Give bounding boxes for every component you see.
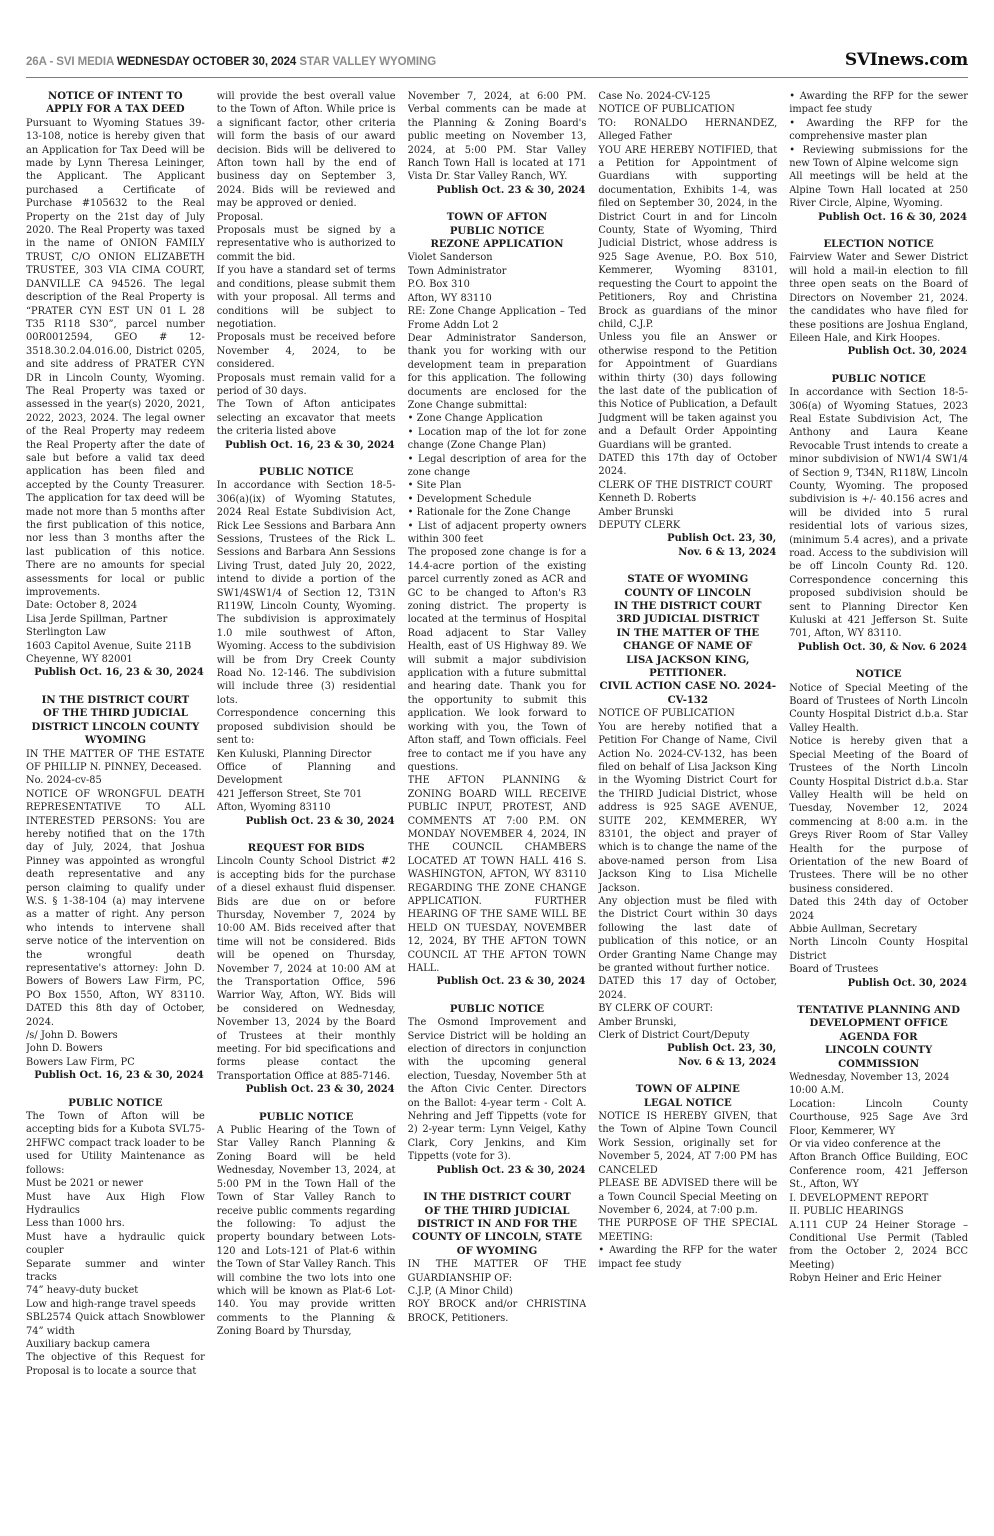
notice-heading-line: DEVELOPMENT OFFICE — [809, 1018, 948, 1030]
notice-paragraph: In accordance with Section 18-5-306(a) of Wyoming Statues, 2023 Real Estate Subdivision Act, The Anthony and Laura Keane Revocable Trust intends to create a minor subdivision of NW1/4 SW1/4 of Section 9, T34N, R118W, Lincoln County, Wyoming. The proposed subdivision is +/- 40.156 acres and will be divided into 5 rural residential lots of various sizes, (minimum 5.4 acres), and a private road. Access to the subdivision will be off Lincoln County Rd. 120. Correspondence concerning this proposed subdivision should be sent to Planning Director Ken Kuluski at 421 Jefferson St. Suite 701, Afton, WY 83110. — [789, 387, 968, 640]
notice-paragraph: Correspondence concerning this proposed subdivision should be sent to: — [216, 708, 396, 747]
notice-paragraph: ROY BROCK and/or CHRISTINA BROCK, Petitioners. — [407, 1299, 587, 1324]
notice-paragraph: • Awarding the RFP for the comprehensive master plan — [789, 117, 968, 143]
publish-line: Publish Oct. 23 & 30, 2024 — [436, 1164, 586, 1176]
legal-notices-column — [598, 90, 777, 1530]
notice-paragraph: • Reviewing submissions for the new Town of Alpine welcome sign — [789, 144, 968, 170]
notice-paragraph: IN THE MATTER OF THE GUARDIANSHIP OF: — [407, 1259, 587, 1284]
notice-paragraph: 421 Jefferson Street, Ste 701 — [216, 788, 363, 800]
notice-paragraph: • Awarding the RFP for the sewer impact fee study — [789, 91, 968, 116]
publish-line: Nov. 6 & 13, 2024 — [678, 546, 777, 558]
notice-paragraph: THE AFTON PLANNING & ZONING BOARD WILL RECEIVE PUBLIC INPUT, PROTEST, AND COMMENTS AT 7:00 P.M. ON MONDAY NOVEMBER 4, 2024, IN THE COUNCIL CHAMBERS LOCATED AT TOWN HALL 416 S. WASHINGTON, AFTON, WY 83110 REGARDING THE ZONE CHANGE APPLICATION. FURTHER HEARING OF THE SAME WILL BE HELD ON TUESDAY, NOVEMBER 12, 2024, BY THE AFTON TOWN COUNCIL AT THE AFTON TOWN HALL. — [407, 775, 587, 974]
notice-paragraph: Case No. 2024-CV-125 — [598, 91, 711, 102]
notice-heading-line: CV-132 — [667, 694, 708, 706]
notice-paragraph: All meetings will be held at the Alpine Town Hall located at 250 River Circle, Alpine, Wyoming. — [789, 171, 968, 210]
legal-notice — [408, 1191, 587, 1325]
notice-paragraph: • Site Plan — [407, 480, 462, 492]
notice-heading-line: DISTRICT LINCOLN COUNTY — [31, 721, 200, 733]
notice-heading-line: OF WYOMING — [456, 1245, 538, 1257]
notice-paragraph: You are hereby notified that a Petition For Change of Name, Civil Action No. 2024-CV-132, has been filed on behalf of Lisa Jackson King in the Wyoming District Court for the THIRD Judicial District, whose address is 925 SAGE AVENUE, SUITE 202, KEMMERER, WY 83101, the object and prayer of which is to change the name of the above-named person from Lisa Jackson King to Lisa Michelle Jackson. — [598, 721, 778, 894]
notice-paragraph: NOTICE OF PUBLICATION — [598, 104, 735, 116]
notice-heading-line: IN THE MATTER OF THE — [616, 627, 760, 639]
notice-paragraph: Abbie Aullman, Secretary — [789, 923, 918, 935]
notice-heading-line: NOTICE OF INTENT TO — [48, 91, 183, 102]
publish-line: Publish Oct. 23 & 30, 2024 — [245, 1084, 395, 1096]
notice-paragraph: THE PURPOSE OF THE SPECIAL MEETING: — [598, 1218, 778, 1243]
legal-notices-column — [217, 90, 396, 1530]
legal-notice — [789, 373, 968, 655]
notice-heading-line: LEGAL NOTICE — [643, 1097, 732, 1109]
notice-paragraph: I. DEVELOPMENT REPORT — [789, 1192, 929, 1204]
legal-notice — [408, 1003, 587, 1177]
notice-paragraph: Dated this 24th day of October 2024 — [789, 897, 968, 922]
notice-heading-line: PUBLIC NOTICE — [68, 1097, 163, 1109]
issue-date: WEDNESDAY OCTOBER 30, 2024 — [116, 56, 297, 68]
notice-heading-line: AGENDA FOR — [839, 1031, 918, 1043]
notice-paragraph: Robyn Heiner and Eric Heiner — [789, 1273, 942, 1285]
notice-heading-line: PUBLIC NOTICE — [259, 1111, 354, 1123]
notice-paragraph: Town Administrator — [407, 265, 507, 277]
notice-paragraph: NOTICE OF WRONGFUL DEATH REPRESENTATIVE TO ALL INTERESTED PERSONS: You are hereby notified that on the 17th day of July, 2024, that Joshua Pinney was appointed as wrongful death representative and any person claiming to qualify under W.S. § 1-38-104 (a) may intervene as a matter of right. Any person who intends to intervene shall serve notice of the intervention on the wrongful death representative's attorney: John D. Bowers of Bowers Law Firm, PC, PO Box 1550, Afton, WY 83110. DATED this 8th day of October, 2024. — [26, 788, 205, 1028]
notice-paragraph: DEPUTY CLERK — [598, 520, 681, 531]
legal-notice — [598, 573, 777, 1069]
notice-paragraph: PLEASE BE ADVISED there will be a Town Council Special Meeting on November 6, 2024, at 7:00 p.m. — [598, 1178, 778, 1216]
legal-notice — [217, 466, 396, 828]
notice-paragraph: • Location map of the lot for zone change (Zone Change Plan) — [407, 426, 587, 452]
notice-paragraph: Afton, WY 83110 — [407, 292, 492, 304]
notice-paragraph: Less than 1000 hrs. — [26, 1218, 125, 1230]
notice-heading-line: IN THE DISTRICT COURT — [423, 1192, 571, 1204]
notice-heading-line: DISTRICT IN AND FOR THE — [417, 1218, 577, 1230]
notice-heading-line: LISA JACKSON KING, — [626, 654, 750, 666]
publish-line: Publish Oct. 16, 23 & 30, 2024 — [225, 439, 395, 451]
legal-notice — [789, 668, 968, 990]
notice-paragraph: In accordance with Section 18-5-306(a)(ix) of Wyoming Statutes, 2024 Real Estate Subdivision Act, Rick Lee Sessions and Barbara Ann Sessions, Trustees of the Rick L. Sessions and Barbara Ann Sessions Living Trust, dated July 20, 2022, intend to divide a portion of the SW1/4SW1/4 of Section 12, T31N R119W, Lincoln County, Wyoming. The subdivision is approximately 1.0 mile southwest of Afton, Wyoming. Access to the subdivision will be from Dry Creek County Road No. 12-146. The subdivision will include three (3) residential lots. — [216, 480, 396, 706]
notice-paragraph: Sterlington Law — [26, 627, 107, 639]
notice-paragraph: Ken Kuluski, Planning Director — [216, 748, 372, 760]
legal-notice — [598, 1083, 777, 1271]
notice-paragraph: 74” heavy-duty bucket — [26, 1285, 139, 1297]
page-number-edition: 26A - SVI MEDIA — [26, 56, 114, 68]
notice-paragraph: Notice is hereby given that a Special Meeting of the Board of Trustees of the North Lincoln County Hospital District d.b.a. Star Valley Health will be held on Tuesday, November 12, 2024 commencing at 8:00 a.m. in the Greys River Room of Star Valley Health for the purpose of Orientation of the new Board of Trustees. There will be no other business considered. — [789, 736, 968, 895]
notice-heading-line: LINCOLN COUNTY — [824, 1045, 933, 1057]
publish-line: Publish Oct. 23 & 30, 2024 — [245, 815, 395, 827]
notice-paragraph: will provide the best overall value to the Town of Afton. While price is a significant factor, other criteria will form the basis of our award decision. Bids will be delivered to Afton town hall by the end of business day on September 3, 2024. Bids will be reviewed and may be approved or denied. — [216, 91, 396, 210]
notice-heading-line: COUNTY OF LINCOLN, STATE — [412, 1232, 582, 1244]
legal-notice — [598, 90, 777, 559]
notice-paragraph: The objective of this Request for Proposal is to locate a source that — [26, 1352, 205, 1377]
region-label: STAR VALLEY WYOMING — [299, 56, 437, 68]
site-link[interactable]: SVInews.com — [844, 50, 968, 70]
notice-paragraph: Kenneth D. Roberts — [598, 493, 697, 505]
notice-paragraph: Afton Branch Office Building, EOC Conference room, 421 Jefferson St., Afton, WY — [789, 1152, 968, 1191]
notice-heading-line: OF THE THIRD JUDICIAL — [42, 708, 188, 720]
publish-line: Publish Oct. 16 & 30, 2024 — [818, 211, 967, 223]
notice-paragraph: Must be 2021 or newer — [26, 1178, 144, 1190]
notice-paragraph: Amber Brunski — [598, 506, 674, 518]
notice-paragraph: DATED this 17th day of October 2024. — [598, 452, 778, 478]
notice-heading-line: PUBLIC NOTICE — [449, 225, 545, 237]
notice-paragraph: Afton, Wyoming 83110 — [216, 802, 331, 814]
notice-paragraph: RE: Zone Change Application – Ted Frome Addn Lot 2 — [407, 306, 587, 331]
notice-paragraph: No. 2024-cv-85 — [26, 775, 102, 787]
notice-paragraph: SBL2574 Quick attach Snowblower 74” width — [26, 1312, 205, 1337]
legal-notices-columns — [26, 78, 968, 1530]
masthead-left — [26, 56, 436, 68]
publish-line: Publish Oct. 23 & 30, 2024 — [436, 184, 586, 196]
publish-line: Publish Oct. 30, 2024 — [847, 977, 967, 989]
notice-heading-line: STATE OF WYOMING — [627, 574, 749, 586]
legal-notice — [26, 1097, 205, 1379]
notice-heading-line: CIVIL ACTION CASE NO. 2024- — [599, 681, 777, 693]
legal-notice — [217, 842, 396, 1097]
notice-heading-line: NOTICE — [855, 669, 902, 681]
publish-line: Publish Oct. 23, 30, — [667, 533, 777, 545]
notice-paragraph: Must have Aux High Flow Hydraulics — [26, 1191, 205, 1216]
notice-paragraph: Fairview Water and Sewer District will hold a mail-in election to fill three open seats on the Board of Directors on November 21, 2024. the candidates who have filed for these positions are Joshua England, Eileen Hale, and Kirk Hoopes. — [789, 252, 968, 344]
legal-notice — [789, 238, 968, 359]
notice-paragraph: Proposals must remain valid for a period of 30 days. — [216, 372, 396, 397]
notice-paragraph: C.J.P, (A Minor Child) — [407, 1285, 513, 1297]
legal-notice — [217, 90, 396, 452]
notice-paragraph: A Public Hearing of the Town of Star Valley Ranch Planning & Zoning Board will be held Wednesday, November 13, 2024, at 5:00 PM in the Town Hall of the Town of Star Valley Ranch to receive public comments regarding the following: To adjust the property boundary between Lots-120 and Lots-121 of Plat-6 within the Town of Star Valley Ranch. This will combine the two lots into one which will be known as Plat-6 Lot-140. You may provide written comments to the Planning & Zoning Board by Thursday, — [216, 1125, 396, 1338]
notice-heading-line: PETITIONER. — [649, 668, 727, 680]
notice-paragraph: Office of Planning and Development — [216, 761, 396, 787]
notice-paragraph: Board of Trustees — [789, 964, 879, 976]
notice-paragraph: The Town of Afton anticipates selecting an excavator that meets the criteria listed above — [216, 399, 396, 438]
notice-heading-line: PUBLIC NOTICE — [449, 1003, 545, 1015]
notice-paragraph: The Osmond Improvement and Service District will be holding an election of directors in conjunction with the upcoming general election, Tuesday, November 5th at the Afton Civic Center. Directors on the Ballot: 4-year term - Colt A. Nehring and Jeff Tippetts (vote for 2) 2-year term: Lynn Veigel, Kathy Clark, Cory Jenkins, and Kim Tippetts (vote for 3). — [407, 1017, 587, 1163]
notice-paragraph: Wednesday, November 13, 2024 — [789, 1072, 950, 1084]
legal-notice — [789, 90, 968, 224]
notice-paragraph: YOU ARE HEREBY NOTIFIED, that a Petition for Appointment of Guardians with supporting documentation, Exhibits 1-4, was filed on September 30, 2024, in the District Court in and for Lincoln County, State of Wyoming, Third Judicial District, whose address is 925 Sage Avenue, P.O. Box 510, Kemmerer, Wyoming 83101, requesting the Court to appoint the Petitioners, Roy and Christina Brock as guardians of the minor child, C.J.P. — [598, 144, 778, 330]
notice-paragraph: Unless you file an Answer or otherwise respond to the Petition for Appointment of Guardians within thirty (30) days following the last date of the publication of this Notice of Publication, a Default Judgment will be taken against you and a Default Order Appointing Guardians will be granted. — [598, 332, 778, 451]
notice-paragraph: John D. Bowers — [26, 1043, 103, 1055]
notice-paragraph: 1603 Capitol Avenue, Suite 211B — [26, 640, 192, 652]
notice-paragraph: If you have a standard set of terms and conditions, please submit them with your proposal. All terms and conditions will be subject to negotiation. — [216, 265, 396, 330]
notice-paragraph: Must have a hydraulic quick coupler — [26, 1231, 205, 1257]
notice-paragraph: DATED this 17 day of October, 2024. — [598, 976, 778, 1001]
notice-paragraph: • Rationale for the Zone Change — [407, 507, 571, 519]
legal-notice — [408, 90, 587, 197]
notice-paragraph: Lincoln County School District #2 is accepting bids for the purchase of a diesel exhaust fluid dispenser. Bids are due on or before Thursday, November 7, 2024 by 10:00 AM. Bids received after that time will not be considered. Bids will be opened on Thursday, November 7, 2024 at 10:00 AM at the Transportation Office, 596 Warrior Way, Afton, WY. Bids will be considered on Wednesday, November 13, 2024 by the Board of Trustees at their monthly meeting. For bid specifications and forms please contact the Transportation Office at 885-7146. — [216, 856, 396, 1082]
notice-heading-line: 3RD JUDICIAL DISTRICT — [616, 614, 760, 626]
notice-paragraph: TO: RONALDO HERNANDEZ, Alleged Father — [598, 117, 778, 143]
notice-heading-line: IN THE DISTRICT COURT — [41, 694, 190, 706]
notice-paragraph: Date: October 8, 2024 — [26, 600, 138, 612]
notice-paragraph: P.O. Box 310 — [407, 279, 470, 291]
notice-paragraph: CLERK OF THE DISTRICT COURT — [598, 479, 773, 491]
publish-line: Publish Oct. 23, 30, — [667, 1043, 777, 1055]
notice-paragraph: Pursuant to Wyoming Statues 39-13-108, notice is hereby given that an Application for Tax Deed will be made by Lynn Theresa Leininger, the Applicant. The Applicant purchased a Certificate of Purchase #105632 to the Real Property on the 21st day of July 2020. The Real Property was taxed in the name of ONION FAMILY TRUST, C/O ONION ELIZABETH TRUSTEE, 303 VIA CIMA COURT, DANVILLE CA 94526. The legal description of the Real Property is “PRATER CYN EST UN 01 L 28 T35 R118 S30”, parcel number 00R0012594, GEO # 12-3518.30.2.04.016.00, District 0205, and site address of PRATER CYN DR in Lincoln County, Wyoming. The Real Property was taxed or assessed in the year(s) 2020, 2021, 2022, 2023, 2024. The legal owner of the Real Property may redeem the Real Property after the date of sale but before a valid tax deed application has been filed and accepted by the County Treasurer. The application for tax deed will be made not more than 5 months after the first publication of this notice, nor less than 3 months after the last publication of this notice. There are no amounts for special assessments for local or public improvements. — [26, 117, 205, 599]
notice-heading-line: ELECTION NOTICE — [823, 239, 934, 251]
notice-paragraph: Any objection must be filed with the District Court within 30 days following the last date of publication of this notice, or an Order Granting Name Change may be granted without further notice. — [598, 895, 778, 974]
notice-heading-line: COUNTY OF LINCOLN — [624, 587, 752, 599]
notice-paragraph: NOTICE OF PUBLICATION — [598, 708, 735, 720]
notice-heading-line: APPLY FOR A TAX DEED — [46, 104, 185, 116]
legal-notices-column — [789, 90, 968, 1530]
notice-paragraph: Notice of Special Meeting of the Board of Trustees of North Lincoln County Hospital District d.b.a. Star Valley Health. — [789, 682, 968, 734]
notice-paragraph: II. PUBLIC HEARINGS — [789, 1206, 904, 1218]
notice-paragraph: Location: Lincoln County Courthouse, 925 Sage Ave 3rd Floor, Kemmerer, WY — [789, 1098, 968, 1137]
notice-paragraph: Proposals must be signed by a representative who is authorized to commit the bid. — [216, 225, 396, 263]
notice-heading-line: REZONE APPLICATION — [430, 239, 564, 251]
notice-paragraph: Clerk of District Court/Deputy — [598, 1030, 750, 1042]
notice-paragraph: • Zone Change Application — [407, 413, 543, 425]
notice-heading-line: TOWN OF AFTON — [446, 212, 548, 224]
notice-heading-line: REQUEST FOR BIDS — [247, 842, 365, 854]
publish-line: Publish Oct. 16, 23 & 30, 2024 — [34, 667, 204, 679]
notice-heading-line: PUBLIC NOTICE — [831, 373, 926, 385]
notice-paragraph: Dear Administrator Sanderson, thank you for working with our development team in preparation for this application. The following documents are enclosed for the Zone Change submittal: — [407, 332, 587, 411]
notice-paragraph: 10:00 A.M. — [789, 1085, 845, 1097]
notice-heading-line: COMMISSION — [838, 1058, 920, 1070]
notice-paragraph: Cheyenne, WY 82001 — [26, 654, 133, 666]
notice-paragraph: Auxiliary backup camera — [26, 1338, 151, 1350]
notice-paragraph: Violet Sanderson — [407, 252, 493, 264]
notice-paragraph: The Town of Afton will be accepting bids for a Kubota SVL75-2HFWC compact track loader to be used for Utility Maintenance as follows: — [26, 1111, 205, 1176]
notice-heading-line: WYOMING — [84, 735, 146, 747]
notice-paragraph: NOTICE IS HEREBY GIVEN, that the Town of Alpine Town Council Work Session, originally set for November 5, 2024, AT 7:00 PM has CANCELED — [598, 1111, 778, 1176]
notice-paragraph: • Development Schedule — [407, 493, 532, 505]
notice-paragraph: Proposal. — [216, 211, 264, 223]
notice-paragraph: Bowers Law Firm, PC — [26, 1056, 135, 1068]
notice-paragraph: A.111 CUP 24 Heiner Storage – Conditional Use Permit (Tabled from the October 2, 2024 BCC Meeting) — [789, 1219, 968, 1271]
legal-notice — [26, 694, 205, 1083]
notice-paragraph: • List of adjacent property owners within 300 feet — [407, 520, 587, 545]
notice-paragraph: Amber Brunski, — [598, 1016, 677, 1028]
publish-line: Publish Oct. 23 & 30, 2024 — [436, 976, 586, 988]
notice-paragraph: IN THE MATTER OF THE ESTATE OF PHILLIP N. PINNEY, Deceased. — [26, 748, 205, 773]
notice-paragraph: BY CLERK OF COURT: — [598, 1003, 713, 1015]
notice-heading-line: TENTATIVE PLANNING AND — [797, 1005, 960, 1016]
legal-notice — [789, 1004, 968, 1286]
notice-paragraph: Lisa Jerde Spillman, Partner — [26, 613, 168, 625]
legal-notice — [217, 1111, 396, 1339]
legal-notice — [26, 90, 205, 680]
notice-heading-line: CHANGE OF NAME OF — [623, 641, 753, 653]
notice-paragraph: Low and high-range travel speeds — [26, 1298, 196, 1310]
legal-notice — [408, 211, 587, 989]
notice-paragraph: November 7, 2024, at 6:00 PM. Verbal comments can be made at the Planning & Zoning Board's public meeting on November 13, 2024, at 5:00 PM. Star Valley Ranch Town Hall is located at 171 Vista Dr. Star Valley Ranch, WY. — [407, 91, 587, 183]
notice-paragraph: North Lincoln County Hospital District — [789, 937, 968, 962]
publish-line: Nov. 6 & 13, 2024 — [678, 1056, 777, 1068]
masthead — [26, 50, 968, 78]
legal-notices-column — [408, 90, 587, 1530]
notice-paragraph: • Legal description of area for the zone change — [407, 453, 587, 478]
publish-line: Publish Oct. 30, & Nov. 6 2024 — [797, 641, 967, 653]
legal-notices-column — [26, 90, 205, 1530]
notice-paragraph: Separate summer and winter tracks — [26, 1258, 205, 1283]
notice-paragraph: /s/ John D. Bowers — [26, 1030, 118, 1042]
notice-paragraph: • Awarding the RFP for the water impact fee study — [598, 1245, 778, 1270]
notice-heading-line: TOWN OF ALPINE — [635, 1084, 740, 1096]
publish-line: Publish Oct. 16, 23 & 30, 2024 — [34, 1070, 204, 1082]
notice-heading-line: OF THE THIRD JUDICIAL — [424, 1205, 570, 1217]
notice-heading-line: IN THE DISTRICT COURT — [614, 601, 762, 613]
notice-paragraph: Or via video conference at the — [789, 1139, 941, 1151]
publish-line: Publish Oct. 30, 2024 — [847, 346, 967, 358]
notice-paragraph: The proposed zone change is for a 14.4-acre portion of the existing parcel currently zoned as ACR and GC to be changed to Afton's R3 zoning district. The property is located at the terminus of Hospital Road adjacent to Star Valley Health, east of US Highway 89. We will submit a major subdivision application with a future submittal and hearing date. Thank you for the opportunity to submit this application. We look forward to working with you, the Town of Afton staff, and Town officials. Feel free to contact me if you have any questions. — [407, 547, 587, 773]
notice-heading-line: PUBLIC NOTICE — [259, 466, 354, 478]
notice-paragraph: Proposals must be received before November 4, 2024, to be considered. — [216, 332, 396, 371]
